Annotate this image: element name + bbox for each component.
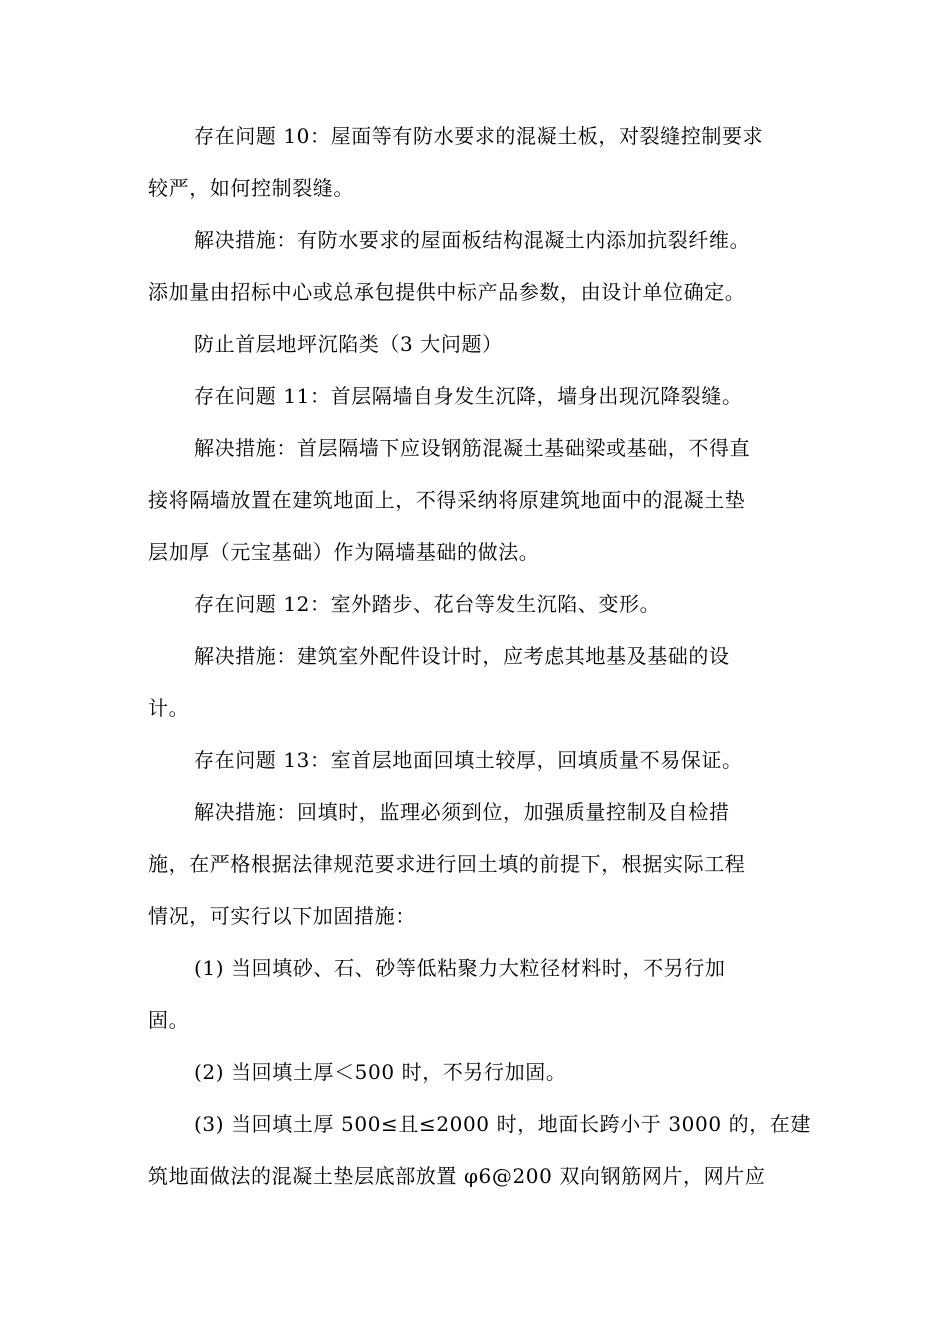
text-line: 情况，可实行以下加固措施：: [148, 904, 416, 928]
text-line-problem-13: 存在问题 13：室首层地面回填土较厚，回填质量不易保证。: [194, 748, 743, 772]
text-line-solution-13: 解决措施：回填时，监理必须到位，加强质量控制及自检措: [194, 800, 730, 824]
text-line: 接将隔墙放置在建筑地面上，不得采纳将原建筑地面中的混凝土垫: [148, 488, 746, 512]
text-line: 施，在严格根据法律规范要求进行回土填的前提下，根据实际工程: [148, 852, 746, 876]
text-line: 固。: [148, 1008, 190, 1032]
text-line-problem-10: 存在问题 10：屋面等有防水要求的混凝土板，对裂缝控制要求: [194, 124, 764, 148]
text-line: 层加厚（元宝基础）作为隔墙基础的做法。: [148, 540, 540, 564]
list-item-3: (3) 当回填土厚 500≤且≤2000 时，地面长跨小于 3000 的，在建: [194, 1112, 812, 1136]
text-line: 计。: [148, 696, 190, 720]
list-item-1: (1) 当回填砂、石、砂等低粘聚力大粒径材料时，不另行加: [194, 956, 726, 980]
text-line-problem-12: 存在问题 12：室外踏步、花台等发生沉陷、变形。: [194, 592, 661, 616]
text-line-solution-12: 解决措施：建筑室外配件设计时，应考虑其地基及基础的设: [194, 644, 730, 668]
text-line: 添加量由招标中心或总承包提供中标产品参数，由设计单位确定。: [148, 280, 746, 304]
section-heading: 防止首层地坪沉陷类（3 大问题）: [194, 332, 503, 356]
text-line: 筑地面做法的混凝土垫层底部放置 φ6@200 双向钢筋网片，网片应: [148, 1164, 766, 1188]
text-line-problem-11: 存在问题 11：首层隔墙自身发生沉降，墙身出现沉降裂缝。: [194, 384, 743, 408]
text-line-solution-10: 解决措施：有防水要求的屋面板结构混凝土内添加抗裂纤维。: [194, 228, 751, 252]
list-item-2: (2) 当回填土厚＜500 时，不另行加固。: [194, 1060, 567, 1084]
text-line: 较严，如何控制裂缝。: [148, 176, 354, 200]
text-line-solution-11: 解决措施：首层隔墙下应设钢筋混凝土基础梁或基础，不得直: [194, 436, 751, 460]
